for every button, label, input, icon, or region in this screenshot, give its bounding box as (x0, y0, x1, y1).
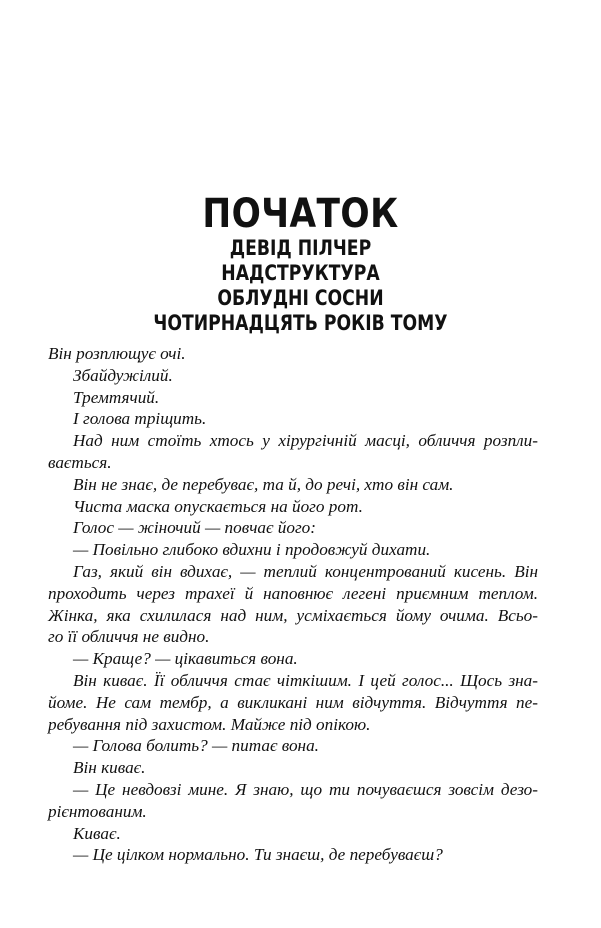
subtitle-author: ДЕВІД ПІЛЧЕР (229, 236, 372, 260)
text-line: — Це невдовзі мине. Я знаю, що ти почуваєшся зовсім дезо- (73, 779, 538, 799)
body-text (48, 343, 538, 866)
text-line: Він розплющує очі. (48, 344, 186, 363)
text-line: Збайдужілий. (73, 365, 173, 385)
chapter-title: ПОЧАТОК (202, 191, 399, 237)
text-line: Над ним стоїть хтось у хірургічній масці, обличчя розпли- (73, 431, 538, 451)
text-line: Він не знає, де перебуває, та й, до речі, хто він сам. (73, 474, 454, 494)
text-line: Голос — жіночий — повчає його: (73, 518, 316, 538)
text-line: го її обличчя не видно. (48, 627, 210, 647)
text-line: Тремтячий. (73, 387, 160, 407)
text-line: Він киває. (73, 758, 146, 778)
text-line: І голова тріщить. (73, 409, 207, 429)
text-line: Жінка, яка схилилася над ним, усміхається йому очима. Всьо- (48, 605, 538, 625)
text-line: рієнтованим. (48, 801, 147, 821)
text-line: Газ, який він вдихає, — теплий концентрований кисень. Він (73, 561, 538, 581)
text-line: проходить через трахеї й наповнює легені приємним теплом. (48, 583, 538, 603)
text-line: Киває. (73, 823, 121, 843)
text-line: — Краще? — цікавиться вона. (73, 649, 298, 669)
text-line: ребування під захистом. Майже під опікою. (48, 714, 371, 734)
text-line: вається. (48, 452, 112, 472)
text-line: Чиста маска опускається на його рот. (73, 496, 363, 516)
chapter-subtitles (0, 236, 601, 336)
text-line: — Це цілком нормально. Ти знаєш, де перебуваєш? (73, 845, 443, 865)
text-line: — Повільно глибоко вдихни і продовжуй дихати. (73, 540, 431, 560)
subtitle-place: ОБЛУДНІ СОСНИ (217, 286, 384, 310)
text-line: — Голова болить? — питає вона. (73, 736, 319, 756)
text-line: йоме. Не сам тембр, а викликані ним відчуття. Відчуття пе- (48, 692, 538, 712)
text-line: Він киває. Її обличчя стає чіткішим. І цей голос... Щось зна- (73, 670, 538, 690)
subtitle-book: НАДСТРУКТУРА (221, 261, 380, 285)
subtitle-time: ЧОТИРНАДЦЯТЬ РОКІВ ТОМУ (153, 311, 448, 335)
